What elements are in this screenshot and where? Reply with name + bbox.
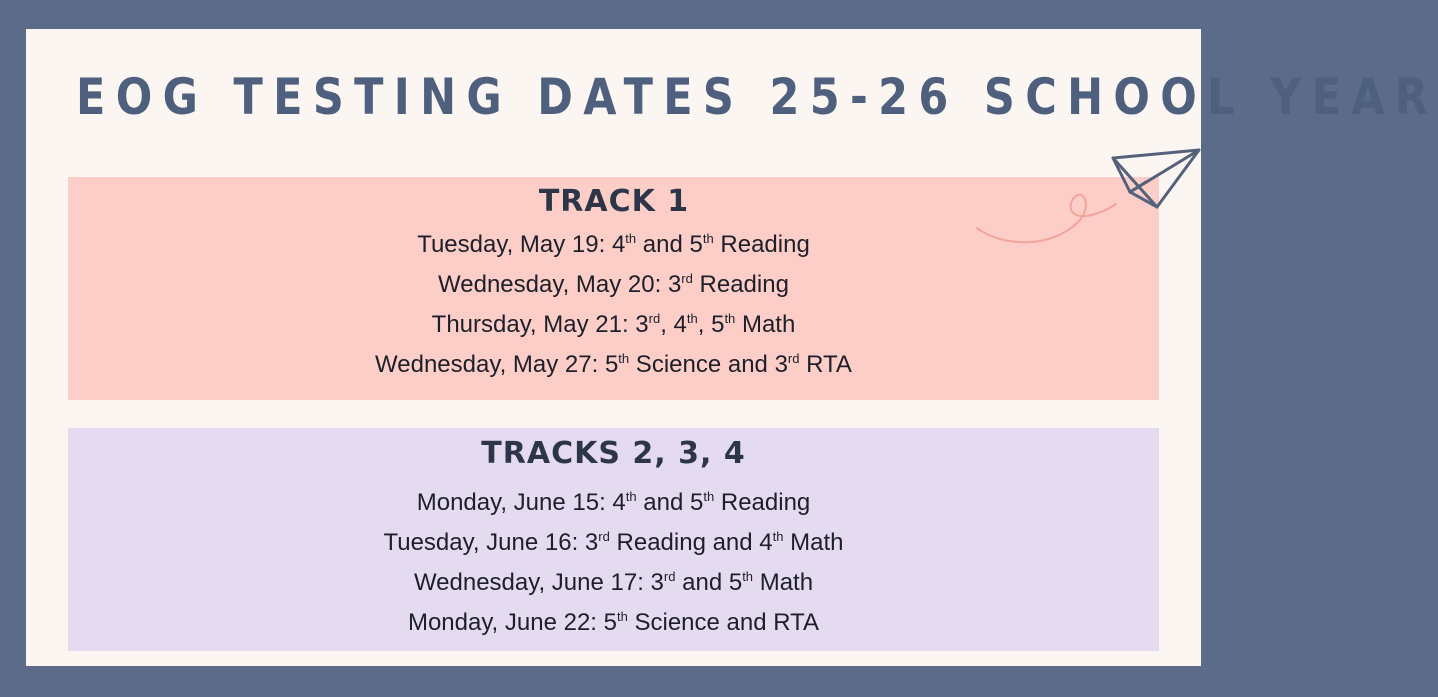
date-line: Tuesday, June 16: 3rd Reading and 4th Math [383, 529, 844, 556]
date-line: Monday, June 15: 4th and 5th Reading [416, 489, 811, 516]
flyer-page [26, 29, 1438, 666]
date-line: Wednesday, May 27: 5th Science and 3rd RTA [375, 351, 852, 378]
tracks-2-3-4-panel [68, 428, 1159, 651]
date-line: Monday, June 22: 5th Science and RTA [407, 609, 820, 636]
tracks-2-3-4-dates [68, 483, 1159, 643]
date-line: Thursday, May 21: 3rd, 4th, 5th Math [431, 311, 796, 338]
page-title: EOG TESTING DATES 25-26 SCHOOL YEAR [76, 68, 1438, 126]
tracks-2-3-4-heading: TRACKS 2, 3, 4 [481, 436, 746, 471]
track-1-panel [68, 177, 1159, 400]
date-line: Wednesday, May 20: 3rd Reading [438, 271, 789, 298]
date-line: Wednesday, June 17: 3rd and 5th Math [413, 569, 814, 596]
track-1-heading: TRACK 1 [538, 184, 690, 219]
track-1-dates [68, 225, 1159, 385]
date-line: Tuesday, May 19: 4th and 5th Reading [417, 231, 810, 258]
